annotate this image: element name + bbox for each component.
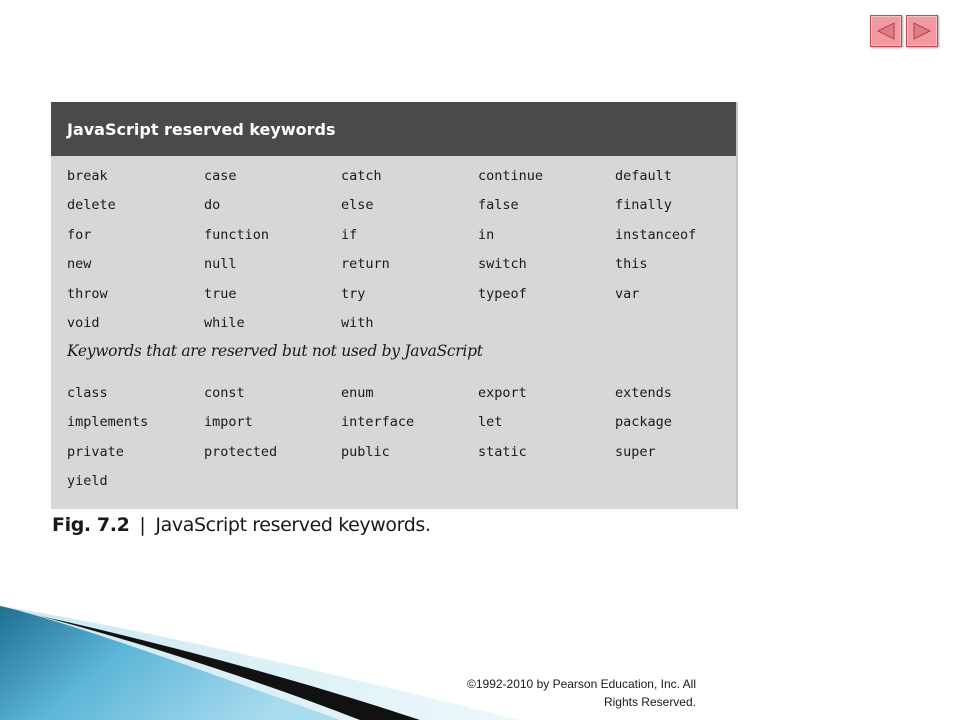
keywords-grid bbox=[67, 161, 752, 338]
keyword-cell: if bbox=[341, 226, 358, 243]
keyword-cell: package bbox=[615, 414, 672, 431]
keyword-cell: function bbox=[204, 226, 270, 243]
keyword-cell: false bbox=[478, 197, 519, 214]
keyword-cell: true bbox=[204, 285, 237, 302]
copyright-notice bbox=[376, 675, 696, 711]
keyword-cell: in bbox=[478, 226, 495, 243]
keyword-cell: private bbox=[67, 443, 124, 460]
next-triangle-icon bbox=[911, 20, 933, 42]
keyword-cell: default bbox=[615, 167, 672, 184]
keyword-cell: export bbox=[478, 384, 527, 401]
next-slide-button[interactable] bbox=[906, 15, 938, 47]
keyword-cell: super bbox=[615, 443, 656, 460]
keyword-cell: static bbox=[478, 443, 527, 460]
keyword-cell: instanceof bbox=[615, 226, 697, 243]
previous-slide-button[interactable] bbox=[870, 15, 902, 47]
keyword-cell: protected bbox=[204, 443, 278, 460]
keyword-cell: throw bbox=[67, 285, 108, 302]
keyword-cell: interface bbox=[341, 414, 415, 431]
reserved-unused-grid bbox=[67, 378, 752, 496]
keyword-cell: do bbox=[204, 197, 221, 214]
prev-triangle-icon bbox=[875, 20, 897, 42]
figure-caption bbox=[52, 514, 431, 536]
keyword-cell: import bbox=[204, 414, 253, 431]
slide-navigation bbox=[870, 15, 938, 47]
keyword-cell: return bbox=[341, 256, 390, 273]
keyword-cell: delete bbox=[67, 197, 116, 214]
keyword-cell: else bbox=[341, 197, 374, 214]
keyword-cell: finally bbox=[615, 197, 672, 214]
table-subtitle: Keywords that are reserved but not used by JavaScript bbox=[67, 342, 483, 360]
copyright-line-1: ©1992-2010 by Pearson Education, Inc. All bbox=[467, 677, 696, 691]
keyword-cell: case bbox=[204, 167, 237, 184]
figure-label: Fig. 7.2 bbox=[52, 514, 130, 536]
keyword-cell: extends bbox=[615, 384, 672, 401]
keyword-cell: public bbox=[341, 443, 390, 460]
keyword-cell: null bbox=[204, 256, 237, 273]
keyword-cell: let bbox=[478, 414, 503, 431]
keyword-cell: this bbox=[615, 256, 648, 273]
caption-separator: | bbox=[139, 514, 146, 536]
copyright-line-2: Rights Reserved. bbox=[603, 695, 696, 709]
keyword-cell: void bbox=[67, 315, 100, 332]
keyword-cell: implements bbox=[67, 414, 149, 431]
keyword-cell: try bbox=[341, 285, 366, 302]
keyword-cell: continue bbox=[478, 167, 544, 184]
keyword-cell: new bbox=[67, 256, 92, 273]
keyword-cell: with bbox=[341, 315, 374, 332]
keyword-cell: var bbox=[615, 285, 640, 302]
keyword-cell: break bbox=[67, 167, 108, 184]
keyword-cell: const bbox=[204, 384, 245, 401]
keyword-cell: switch bbox=[478, 256, 527, 273]
keyword-cell: typeof bbox=[478, 285, 527, 302]
keyword-cell: while bbox=[204, 315, 245, 332]
keyword-cell: enum bbox=[341, 384, 374, 401]
keyword-cell: class bbox=[67, 384, 108, 401]
table-title: JavaScript reserved keywords bbox=[51, 102, 736, 156]
keyword-cell: yield bbox=[67, 473, 108, 490]
keyword-cell: catch bbox=[341, 167, 382, 184]
reserved-keywords-table bbox=[51, 102, 738, 509]
keyword-cell: for bbox=[67, 226, 92, 243]
caption-text: JavaScript reserved keywords. bbox=[155, 514, 431, 536]
